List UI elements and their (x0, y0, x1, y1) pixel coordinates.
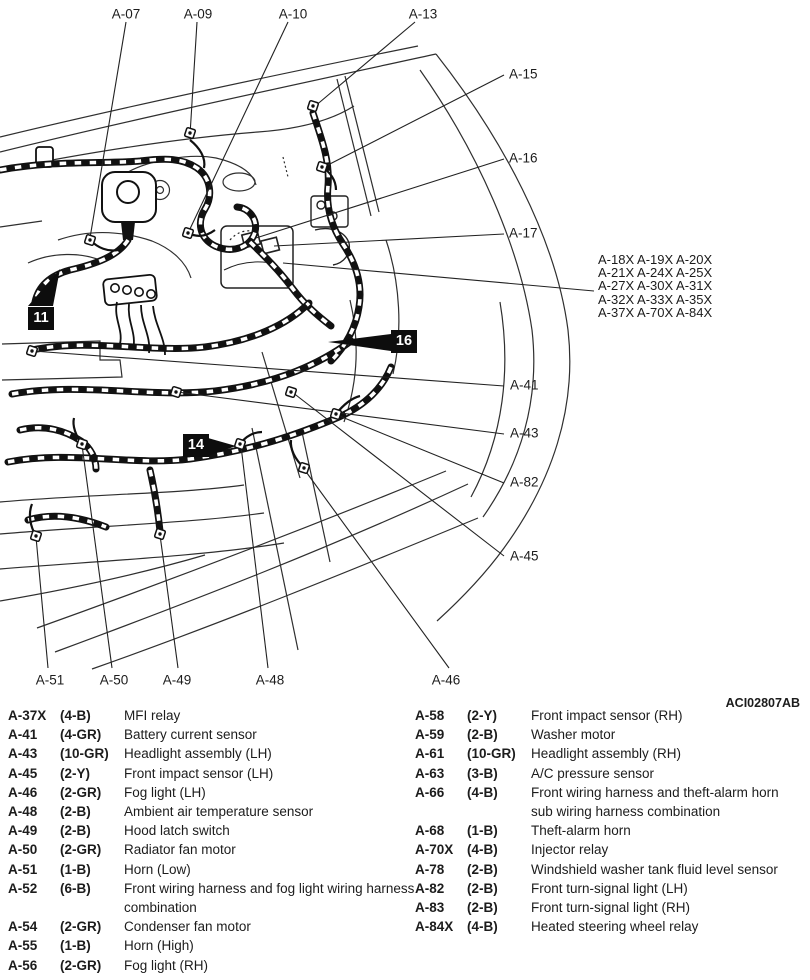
legend-pin: (2-GR) (60, 842, 102, 858)
legend-code: A-82 (415, 880, 445, 896)
callout-a-82: A-82 (510, 474, 539, 490)
legend-desc: Headlight assembly (RH) (531, 746, 682, 762)
legend-code: A-49 (8, 823, 38, 839)
legend-desc: Front turn-signal light (RH) (531, 900, 691, 916)
callout-a-46: A-46 (431, 672, 461, 688)
callout-a-13: A-13 (408, 6, 438, 22)
callout-a-48: A-48 (255, 672, 285, 688)
connector-bolt (298, 462, 309, 473)
callout-a-17: A-17 (509, 225, 538, 241)
legend-pin: (2-GR) (60, 957, 102, 973)
legend-desc: Battery current sensor (124, 727, 257, 743)
relay-block-line: A-21X A-24X A-25X (598, 265, 713, 281)
connector-legend (0, 706, 810, 975)
legend-desc: Headlight assembly (LH) (124, 746, 272, 762)
legend-row-a-45 (8, 764, 415, 783)
legend-code: A-63 (415, 765, 445, 781)
connector-bolt (285, 386, 296, 397)
legend-pin: (4-B) (467, 919, 498, 935)
legend-desc: Horn (Low) (124, 861, 191, 877)
legend-pin: (2-Y) (60, 765, 90, 781)
legend-desc: Condenser fan motor (124, 919, 251, 935)
legend-code: A-50 (8, 842, 38, 858)
callout-a-07: A-07 (111, 6, 141, 22)
legend-pin: (4-B) (60, 708, 91, 723)
callout-a-50: A-50 (99, 672, 129, 688)
legend-pin: (2-B) (467, 727, 498, 743)
legend-code: A-83 (415, 900, 445, 916)
legend-code: A-54 (8, 919, 38, 935)
relay-block-line: A-18X A-19X A-20X (598, 252, 713, 267)
legend-row-a-54 (8, 917, 415, 936)
legend-row-a-37x (8, 706, 415, 725)
legend-pin: (4-B) (467, 784, 498, 800)
legend-desc: Hood latch switch (124, 823, 230, 839)
legend-row-a-52 (8, 879, 415, 917)
legend-pin: (1-B) (467, 823, 498, 839)
callout-a-51: A-51 (35, 672, 65, 688)
legend-desc: Fog light (LH) (124, 784, 206, 800)
legend-row-a-66 (415, 783, 804, 821)
relay-block-line: A-32X A-33X A-35X (598, 291, 713, 307)
legend-pin: (2-GR) (60, 919, 102, 935)
connector-bolt (182, 227, 193, 238)
legend-row-a-84x (415, 917, 804, 936)
legend-pin: (4-GR) (60, 727, 102, 743)
legend-pin: (1-B) (60, 861, 91, 877)
body-outline (0, 46, 570, 669)
relay-block-line: A-27X A-30X A-31X (598, 278, 713, 294)
legend-code: A-56 (8, 957, 38, 973)
connector-bolt (330, 408, 341, 419)
wiring-harness (0, 113, 391, 536)
legend-row-a-58 (415, 706, 804, 725)
legend-code: A-59 (415, 727, 445, 743)
legend-row-a-46 (8, 783, 415, 802)
legend-desc: Front wiring harness and theft-alarm horn sub wiring harness combination (531, 784, 779, 820)
legend-code: A-61 (415, 746, 445, 762)
legend-row-a-83 (415, 898, 804, 917)
connector-bolt (184, 127, 195, 138)
legend-code: A-68 (415, 823, 445, 839)
legend-pin: (3-B) (467, 765, 498, 781)
legend-pin: (10-GR) (467, 746, 516, 762)
connector-bolt (30, 530, 41, 541)
legend-pin: (2-B) (467, 900, 498, 916)
callout-a-15: A-15 (509, 66, 538, 82)
callout-a-10: A-10 (278, 6, 308, 22)
legend-desc: Heated steering wheel relay (531, 919, 699, 935)
legend-pin: (6-B) (60, 880, 91, 896)
callout-a-16: A-16 (509, 150, 538, 166)
legend-desc: Theft-alarm horn (531, 823, 631, 839)
legend-desc: Ambient air temperature sensor (124, 804, 314, 820)
legend-pin: (2-B) (467, 880, 498, 896)
legend-row-a-43 (8, 744, 415, 763)
connector-bolt (234, 438, 245, 449)
legend-code: A-43 (8, 746, 38, 762)
legend-code: A-66 (415, 784, 445, 800)
connector-bolt (76, 438, 87, 449)
connector-bolt (170, 386, 181, 397)
legend-pin: (2-Y) (467, 708, 497, 723)
marker-11: 11 (28, 307, 54, 330)
connector-bolts (26, 100, 341, 541)
legend-row-a-51 (8, 860, 415, 879)
legend-row-a-48 (8, 802, 415, 821)
legend-desc: Front impact sensor (RH) (531, 708, 683, 723)
legend-row-a-61 (415, 744, 804, 763)
legend-row-a-70x (415, 840, 804, 859)
legend-row-a-55 (8, 936, 415, 955)
legend-pin: (2-B) (60, 804, 91, 820)
legend-pin: (10-GR) (60, 746, 109, 762)
legend-row-a-50 (8, 840, 415, 859)
legend-desc: MFI relay (124, 708, 181, 723)
callout-a-49: A-49 (162, 672, 192, 688)
legend-desc: Horn (High) (124, 938, 194, 954)
marker-14: 14 (183, 434, 209, 457)
legend-pin: (1-B) (60, 938, 91, 954)
legend-code: A-46 (8, 784, 38, 800)
legend-code: A-51 (8, 861, 38, 877)
connector-bolt (316, 161, 327, 172)
legend-desc: Radiator fan motor (124, 842, 236, 858)
legend-pin: (4-B) (467, 842, 498, 858)
connector-bolt (84, 234, 95, 245)
connector-bolt (307, 100, 318, 111)
legend-column-left (0, 706, 415, 975)
legend-desc: A/C pressure sensor (531, 765, 655, 781)
legend-code: A-37X (8, 708, 47, 723)
connector-bolt (26, 345, 37, 356)
legend-desc: Front turn-signal light (LH) (531, 880, 688, 896)
legend-code: A-58 (415, 708, 445, 723)
legend-row-a-59 (415, 725, 804, 744)
legend-row-a-56 (8, 956, 415, 975)
legend-desc: Windshield washer tank fluid level sensor (531, 861, 778, 877)
legend-code: A-48 (8, 804, 38, 820)
legend-row-a-63 (415, 764, 804, 783)
legend-row-a-82 (415, 879, 804, 898)
callout-a-43: A-43 (510, 425, 539, 441)
legend-code: A-78 (415, 861, 445, 877)
legend-pin: (2-B) (467, 861, 498, 877)
legend-desc: Front wiring harness and fog light wiring harness combination (124, 880, 415, 916)
callout-a-09: A-09 (183, 6, 213, 22)
legend-desc: Fog light (RH) (124, 957, 209, 973)
legend-desc: Washer motor (531, 727, 616, 743)
legend-row-a-78 (415, 860, 804, 879)
legend-code: A-52 (8, 880, 38, 896)
legend-code: A-70X (415, 842, 454, 858)
legend-row-a-49 (8, 821, 415, 840)
legend-column-right (415, 706, 810, 936)
callout-a-41: A-41 (510, 377, 539, 393)
legend-pin: (2-GR) (60, 784, 102, 800)
legend-desc: Injector relay (531, 842, 609, 858)
marker-16: 16 (391, 330, 417, 353)
figure-code: ACI02807AB (725, 696, 800, 710)
legend-code: A-45 (8, 765, 38, 781)
legend-row-a-68 (415, 821, 804, 840)
legend-desc: Front impact sensor (LH) (124, 765, 274, 781)
legend-code: A-41 (8, 727, 38, 743)
legend-code: A-84X (415, 919, 454, 935)
callout-a-45: A-45 (510, 548, 539, 564)
relay-connector-block (598, 253, 712, 319)
connector-bolt (154, 528, 165, 539)
legend-code: A-55 (8, 938, 38, 954)
legend-row-a-41 (8, 725, 415, 744)
marker-flags (28, 269, 391, 456)
relay-block-line: A-37X A-70X A-84X (598, 304, 713, 320)
legend-pin: (2-B) (60, 823, 91, 839)
